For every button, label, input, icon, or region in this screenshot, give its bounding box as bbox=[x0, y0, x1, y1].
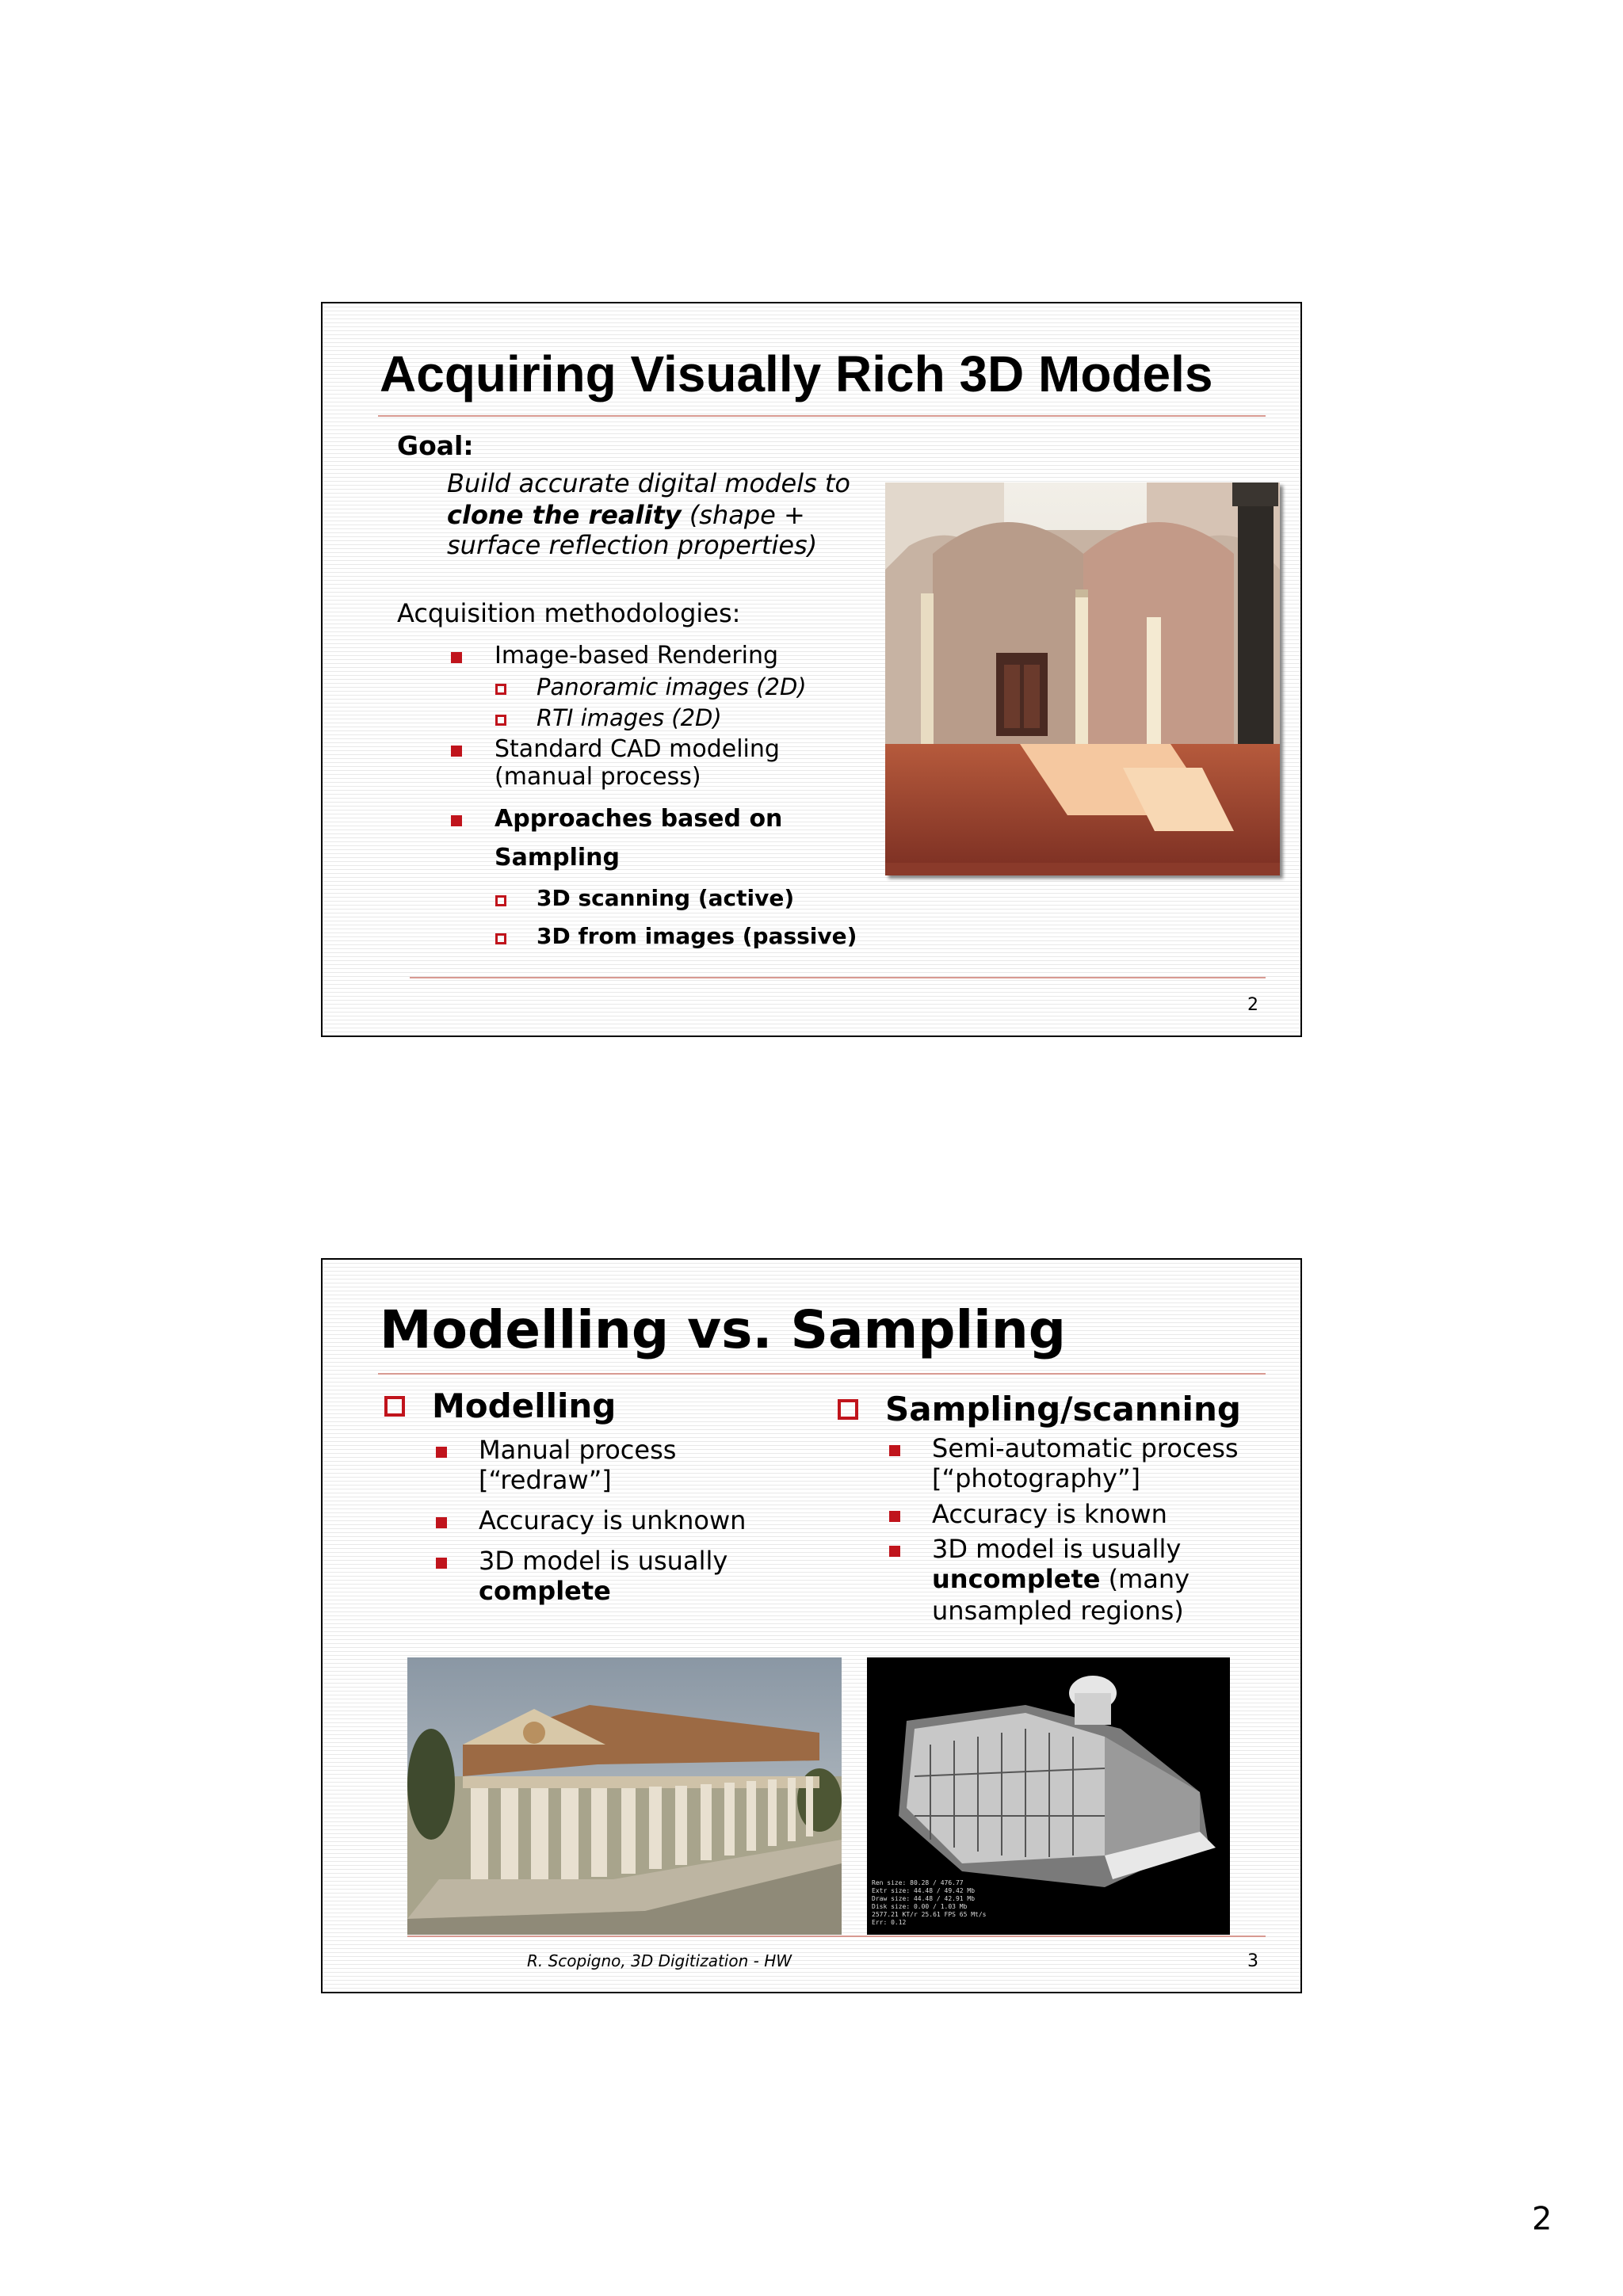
bullet-hollow-square-icon bbox=[495, 715, 506, 726]
model-uncomplete-line3: unsampled regions) bbox=[932, 1596, 1184, 1626]
scan-stats-overlay bbox=[872, 1879, 987, 1927]
title-rule bbox=[378, 415, 1266, 417]
slide-acquiring-models bbox=[321, 302, 1302, 1037]
goal-bold: clone the reality bbox=[447, 500, 682, 530]
slide-title: Acquiring Visually Rich 3D Models bbox=[380, 345, 1213, 402]
scan-stat-line: Draw size: 44.48 / 42.91 Mb bbox=[872, 1895, 976, 1902]
temple-render-image bbox=[407, 1657, 842, 1935]
methods-label: Acquisition methodologies: bbox=[397, 598, 741, 628]
slide-title: Modelling vs. Sampling bbox=[380, 1299, 1067, 1360]
accuracy-known: Accuracy is known bbox=[932, 1499, 1167, 1529]
modelling-heading: Modelling bbox=[432, 1386, 617, 1425]
scanned-cathedral-image bbox=[867, 1657, 1230, 1935]
uncomplete-rest: (many bbox=[1100, 1564, 1190, 1594]
slide-modelling-vs-sampling bbox=[321, 1258, 1302, 1993]
item-image-based-rendering: Image-based Rendering bbox=[495, 642, 779, 669]
title-rule bbox=[378, 1373, 1266, 1375]
semi-automatic-line2: [“photography”] bbox=[932, 1463, 1141, 1493]
goal-label: Goal: bbox=[397, 430, 474, 461]
cloister-render-image bbox=[885, 482, 1280, 875]
slide-page-number: 3 bbox=[1247, 1951, 1258, 1971]
bullet-square-icon bbox=[451, 652, 462, 663]
scan-stat-line: Err: 0.12 bbox=[872, 1919, 907, 1926]
uncomplete-bold: uncomplete bbox=[932, 1564, 1101, 1594]
manual-process-line2: [“redraw”] bbox=[479, 1465, 612, 1495]
bullet-square-icon bbox=[889, 1445, 900, 1456]
footer-rule bbox=[407, 1936, 1266, 1937]
item-cad-line1: Standard CAD modeling bbox=[495, 735, 780, 763]
sub-3d-from-images: 3D from images (passive) bbox=[537, 923, 857, 949]
bullet-hollow-square-icon bbox=[495, 684, 506, 695]
sub-rti-images: RTI images (2D) bbox=[537, 704, 722, 731]
sub-panoramic-images: Panoramic images (2D) bbox=[537, 673, 807, 700]
bullet-square-icon bbox=[451, 746, 462, 757]
accuracy-unknown: Accuracy is unknown bbox=[479, 1505, 747, 1535]
bullet-hollow-square-icon bbox=[495, 933, 506, 944]
sub-3d-scanning: 3D scanning (active) bbox=[537, 885, 795, 911]
semi-automatic-line1: Semi-automatic process bbox=[932, 1433, 1239, 1463]
bullet-square-icon bbox=[436, 1558, 447, 1569]
bullet-square-icon bbox=[889, 1546, 900, 1557]
bullet-square-icon bbox=[436, 1517, 447, 1528]
item-cad-line2: (manual process) bbox=[495, 763, 701, 791]
slide-page-number: 2 bbox=[1247, 995, 1258, 1015]
scan-stat-line: Ren size: 80.28 / 476.77 bbox=[872, 1879, 964, 1886]
bullet-hollow-square-icon bbox=[384, 1396, 405, 1417]
goal-rest: (shape + bbox=[681, 500, 805, 530]
model-uncomplete-line2 bbox=[932, 1564, 1190, 1594]
bullet-hollow-square-icon bbox=[495, 895, 506, 906]
model-complete-bold: complete bbox=[479, 1576, 611, 1606]
scan-stat-line: 2577.21 KT/r 25.61 FPS 65 Mt/s bbox=[872, 1911, 987, 1918]
document-page-number: 2 bbox=[1532, 2201, 1552, 2237]
bullet-square-icon bbox=[436, 1447, 447, 1458]
model-uncomplete-line1: 3D model is usually bbox=[932, 1534, 1182, 1564]
bullet-square-icon bbox=[889, 1511, 900, 1522]
goal-line2 bbox=[447, 500, 805, 530]
item-sampling-line2: Sampling bbox=[495, 844, 620, 871]
slide-footer: R. Scopigno, 3D Digitization - HW bbox=[527, 1951, 792, 1970]
model-complete-line1: 3D model is usually bbox=[479, 1546, 728, 1576]
scan-stat-line: Extr size: 44.48 / 49.42 Mb bbox=[872, 1887, 976, 1894]
manual-process-line1: Manual process bbox=[479, 1435, 677, 1465]
scan-stat-line: Disk size: 0.00 / 1.03 Mb bbox=[872, 1903, 968, 1910]
bullet-hollow-square-icon bbox=[838, 1399, 858, 1420]
sampling-heading: Sampling/scanning bbox=[885, 1390, 1241, 1428]
goal-line3: surface reflection properties) bbox=[447, 530, 818, 560]
goal-line1: Build accurate digital models to bbox=[447, 468, 850, 498]
item-sampling-line1: Approaches based on bbox=[495, 805, 783, 833]
footer-rule bbox=[410, 977, 1266, 978]
bullet-square-icon bbox=[451, 815, 462, 826]
